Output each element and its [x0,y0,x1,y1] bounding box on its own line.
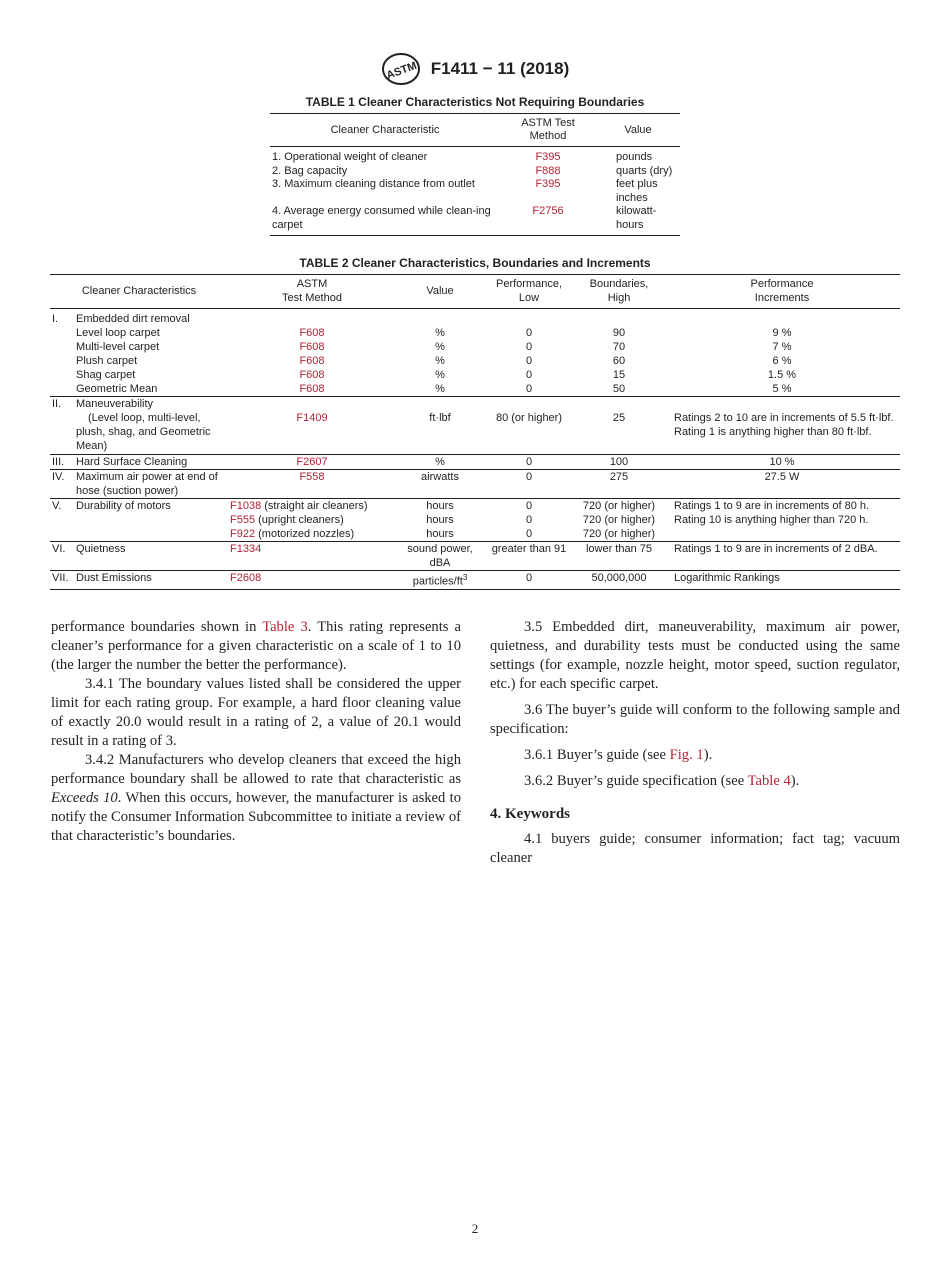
method-link[interactable]: F608 [299,341,325,353]
increment-cell: 10 % [664,455,900,470]
table2 [50,274,900,590]
method-link[interactable]: F1409 [228,411,396,455]
high-cell: 15 [612,369,626,381]
table1-cell: 3. Maximum cleaning distance from outlet [272,178,475,190]
low-cell: 0 [525,500,533,512]
table1-header-characteristic: Cleaner Characteristic [270,114,500,147]
value-cell: % [396,382,484,397]
table1-method-link[interactable]: F888 [535,164,561,177]
fig1-link[interactable]: Fig. 1 [669,747,704,763]
table-row [50,470,900,499]
high-cell: 60 [612,355,626,367]
method-link[interactable]: F608 [299,327,325,339]
section-number: VII. [50,571,74,590]
high-cell: 275 [574,470,664,499]
table-row [50,499,900,514]
table-row [270,178,680,205]
table-row [50,354,900,368]
increment-cell: 9 % [772,327,792,339]
table1-caption: TABLE 1 Cleaner Characteristics Not Requiring Boundaries [305,95,645,109]
table-row [50,397,900,412]
value-cell: sound power, dBA [396,542,484,571]
table1-cell: 4. Average energy consumed while clean-ing carpet [270,205,500,236]
section-title: Hard Surface Cleaning [74,455,228,470]
row-name: Geometric Mean [74,382,228,397]
paragraph-3-6: 3.6 The buyer’s guide will conform to the following sample and specification: [490,702,900,737]
value-cell: % [435,355,445,367]
increment-cell: Ratings 1 to 9 are in increments of 80 h. [674,500,870,512]
table-row [50,309,900,327]
paragraph-4-1: 4.1 buyers guide; consumer information; fact tag; vacuum cleaner [490,831,900,866]
high-cell: lower than 75 [574,542,664,571]
section-title: Quietness [74,542,228,571]
row-name: (Level loop, multi-level, plush, shag, and Geometric Mean) [50,411,228,455]
low-cell: 0 [525,327,533,339]
section-title: Maximum air power at end of hose (suction power) [74,470,228,499]
table-row [270,205,680,236]
high-cell: 50 [574,382,664,397]
row-name: Shag carpet [76,369,136,381]
table1-cell: kilowatt-hours [596,205,680,236]
body-left-column [51,618,461,846]
paragraph-3-6-2: 3.6.2 Buyer’s guide specification (see Table 4). [524,773,800,789]
method-link[interactable]: F1334 [228,542,396,571]
paragraph-3-4-1: 3.4.1 The boundary values listed shall be considered the upper limit for each rating group. For example, a hard floor cleaning value of exactly 20.0 would result in a rating of 2, a value of 20.1 would result in a rating of 3. [51,676,461,749]
table-row [50,326,900,340]
paragraph-3-6-1: 3.6.1 Buyer’s guide (see Fig. 1). [524,747,713,763]
section-number: III. [50,455,74,470]
section-number: V. [52,500,62,512]
value-cell: hours [396,527,484,542]
low-cell: greater than 91 [484,542,574,571]
table1-cell: 1. Operational weight of cleaner [272,151,428,163]
method-link[interactable]: F1038 [230,500,262,512]
svg-text:ASTM: ASTM [384,59,419,82]
table-row [50,571,900,590]
value-cell: hours [426,500,454,512]
value-cell: % [396,455,484,470]
table1-cell: quarts (dry) [616,164,673,177]
table2-header-increments: Performance Increments [664,275,900,309]
row-name: Level loop carpet [76,327,160,339]
increment-cell: Logarithmic Rankings [664,571,900,590]
table1-method-link[interactable]: F395 [535,178,561,190]
table1-header-value: Value [596,114,680,147]
increment-cell: Ratings 1 to 9 are in increments of 2 dBA. [664,542,900,571]
table1 [270,113,680,236]
increment-cell: 5 % [664,382,900,397]
table-row [50,368,900,382]
high-cell: 720 (or higher) [574,527,664,542]
table2-header-row [50,275,900,309]
method-link[interactable]: F2608 [228,571,396,590]
low-cell: 0 [484,382,574,397]
value-cell: % [435,369,445,381]
table1-cell: 2. Bag capacity [272,164,348,177]
increment-cell: Ratings 2 to 10 are in increments of 5.5 ft·lbf. Rating 1 is anything higher than 80 ft·lbf. [664,411,900,455]
section-number: II. [52,398,62,410]
section-title: Dust Emissions [74,571,228,590]
table2-header-high: Boundaries, High [574,275,664,309]
row-name: Plush carpet [76,355,138,367]
section-number: IV. [50,470,74,499]
section-title: Embedded dirt removal [76,313,190,325]
table2-header-value: Value [396,275,484,309]
method-link[interactable]: F608 [299,369,325,381]
high-cell: 720 (or higher) [582,500,656,512]
table3-link[interactable]: Table 3 [262,619,308,635]
table2-header-low: Performance, Low [484,275,574,309]
section-number: I. [52,313,59,325]
table-row [50,340,900,354]
table-row [50,455,900,470]
high-cell: 100 [574,455,664,470]
increment-cell: 7 % [772,341,792,353]
keywords-heading: 4. Keywords [490,806,570,822]
low-cell: 0 [484,470,574,499]
table2-header-method: ASTM Test Method [228,275,396,309]
increment-cell: 27.5 W [664,470,900,499]
table1-method-link[interactable]: F395 [535,151,561,163]
table-row [50,527,900,542]
high-cell: 70 [612,341,626,353]
increment-cell [664,527,900,542]
table-row [50,382,900,397]
value-cell: airwatts [396,470,484,499]
paragraph-3-5: 3.5 Embedded dirt, maneuverability, maximum air power, quietness, and durability tests must be conducted using the same settings (for example, nozzle height, motor speed, suction regulator, etc.) for each specific carpet. [490,619,900,692]
value-cell: % [435,327,445,339]
page-number: 2 [471,1221,479,1236]
value-cell: % [435,341,445,353]
value-cell: ft·lbf [396,411,484,455]
page-header [0,52,950,86]
table-row [270,165,680,179]
method-cell: F1038 (straight air cleaners) [230,500,368,512]
method-link[interactable]: F2607 [228,455,396,470]
table2-caption: TABLE 2 Cleaner Characteristics, Boundaries and Increments [299,256,651,270]
standard-designation: F1411 − 11 (2018) [430,59,570,78]
high-cell: 90 [612,327,626,339]
low-cell: 0 [525,369,533,381]
method-link[interactable]: F608 [228,382,396,397]
increment-cell: 6 % [772,355,792,367]
low-cell: 0 [525,355,533,367]
increment-cell: 1.5 % [767,369,797,381]
method-link[interactable]: F555 [230,514,256,526]
method-link[interactable]: F558 [228,470,396,499]
section-title: Maneuverability [76,398,154,410]
table-row [50,542,900,571]
value-cell: hours [426,514,454,526]
low-cell: 80 (or higher) [484,411,574,455]
increment-cell: Rating 10 is anything higher than 720 h. [674,514,869,526]
high-cell: 25 [574,411,664,455]
table1-header-row [270,114,680,147]
section-number: VI. [50,542,74,571]
table2-header-characteristics: Cleaner Characteristics [50,275,228,309]
table-row [270,147,680,165]
low-cell: 0 [484,571,574,590]
table-row [50,513,900,527]
table1-method-link[interactable]: F2756 [500,205,596,236]
paragraph: performance boundaries shown in Table 3. This rating represents a cleaner’s performance for a given characteristic on a scale of 1 to 10 (the larger the number the better the performance). [51,619,461,673]
method-link[interactable]: F922 [230,528,256,540]
method-cell: F555 (upright cleaners) [230,514,344,526]
astm-logo [381,52,421,86]
table1-cell: feet plus inches [616,178,658,204]
low-cell: 0 [484,455,574,470]
low-cell: 0 [484,527,574,542]
table1-header-method: ASTM Test Method [500,114,596,147]
high-cell: 50,000,000 [574,571,664,590]
table1-cell: pounds [616,151,653,163]
row-name: Multi-level carpet [76,341,160,353]
low-cell: 0 [525,341,533,353]
table-row [50,411,900,455]
section-title: Durability of motors [76,500,171,512]
high-cell: 720 (or higher) [582,514,656,526]
paragraph-3-4-2: 3.4.2 Manufacturers who develop cleaners that exceed the high performance boundary shall be allowed to rate that characteristic as Exceeds 10. When this occurs, however, the manufacturer is asked to notify the Consumer Information Subcommittee to initiate a review of that characteristic’s boundaries. [51,752,462,844]
value-cell: particles/$ft^3$ [396,571,484,590]
method-link[interactable]: F608 [299,355,325,367]
body-right-column [490,618,900,868]
low-cell: 0 [525,514,533,526]
table4-link[interactable]: Table 4 [747,773,791,789]
method-cell: F922 (motorized nozzles) [228,527,396,542]
